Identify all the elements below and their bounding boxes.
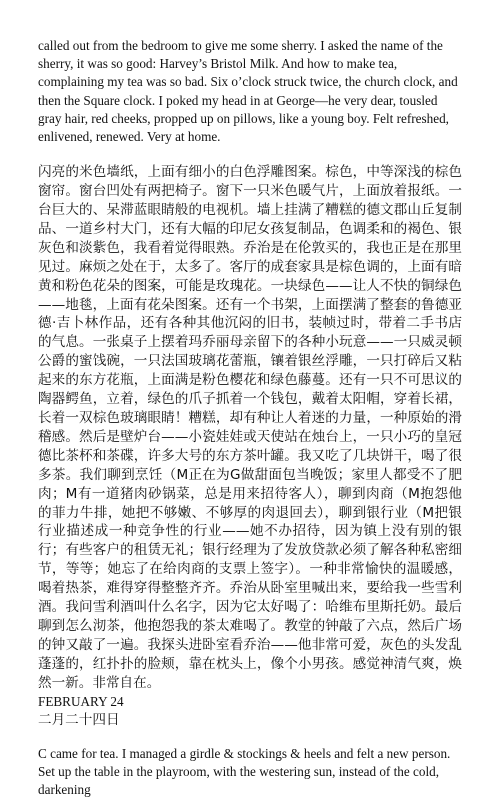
english-paragraph-intro: called out from the bedroom to give me some sherry. I asked the name of the sherry, it was so good: Harvey’s Bristol Milk. And how to make tea, complaining my tea was so bad. Six o’clock struck twice, the church clock, and then the Square clock. I poked my head in at George—he very dear, tousled gray hair, red cheeks, propped up on pillows, like a young boy. Felt refreshed, enlivened, renewed. Very at home. xyxy=(38,38,458,145)
chinese-paragraph-main: 闪亮的米色墙纸，上面有细小的白色浮雕图案。棕色，中等深浅的棕色窗帘。窗台凹处有两把椅子。窗下一只米色暖气片，上面放着报纸。一台巨大的、呆滞蓝眼睛般的电视机。墙上挂满了糟糕的德文郡山丘复制品、一道乡村大门，还有大幅的印尼女孩复制品，色调柔和的褐色、银灰色和淡紫色，我看着觉得眼熟。乔治是在伦敦买的，我也正是在那里见过。麻烦之处在于，太多了。客厅的成套家具是棕色调的，上面有暗黄和粉色花朵的图案，可能是玫瑰花。一块绿色——让人不快的铜绿色——地毯，上面有花朵图案。还有一个书架，上面摆满了整套的鲁德亚德·吉卜林作品，还有各种其他沉闷的旧书，装帧过时，带着二手书店的气息。一张桌子上摆着玛乔丽母亲留下的各种小玩意——一只威灵顿公爵的蜜饯碗，一只法国玻璃花蕾瓶，镶着银丝浮雕，一只打碎后又粘起来的东方花瓶，上面满是粉色樱花和绿色藤蔓。还有一只不可思议的陶器鳄鱼，立着，绿色的爪子抓着一个钱包，戴着太阳帽，穿着长裙，长着一双棕色玻璃眼睛！糟糕，却有种让人着迷的力量，一种原始的滑稽感。然后是壁炉台——小瓷娃娃或天使站在烛台上，一只小巧的皇冠德比茶杯和茶碟，许多大号的东方茶叶罐。我又吃了几块饼干，喝了很多茶。我们聊到烹饪（M正在为G做甜面包当晚饭；家里人都受不了肥肉；M有一道猪肉砂锅菜，总是用来招待客人），聊到肉商（M抱怨他的菲力牛排，她把不够嫩、不够厚的肉退回去），聊到银行业（M把银行业描述成一种竞争性的行业——她不办招待，因为镇上没有别的银行；有些客户的租赁无礼；银行经理为了发放贷款必须了解各种私密细节，等等；她忘了在给肉商的支票上签字）。一种非常愉快的温暖感，喝着热茶，难得穿得整整齐齐。乔治从卧室里喊出来，要给我一些雪利酒。我问雪利酒叫什么名字，因为它太好喝了：哈维布里斯托奶。最后聊到怎么沏茶，他抱怨我的茶太难喝了。教堂的钟敲了六点，然后广场的钟又敲了一遍。我探头进卧室看乔治——他非常可爱，灰色的头发乱蓬蓬的，红扑扑的脸颊，靠在枕头上，像个小男孩。感觉神清气爽，焕然一新。非常自在。 xyxy=(38,164,462,691)
date-heading-english: FEBRUARY 24 xyxy=(38,693,124,709)
document-page xyxy=(38,37,462,799)
date-heading-chinese: 二月二十四日 xyxy=(38,711,120,728)
english-paragraph-next: C came for tea. I managed a girdle & stockings & heels and felt a new person. Set up the table in the playroom, with the westering sun, instead of the cold, darkening xyxy=(38,745,451,797)
